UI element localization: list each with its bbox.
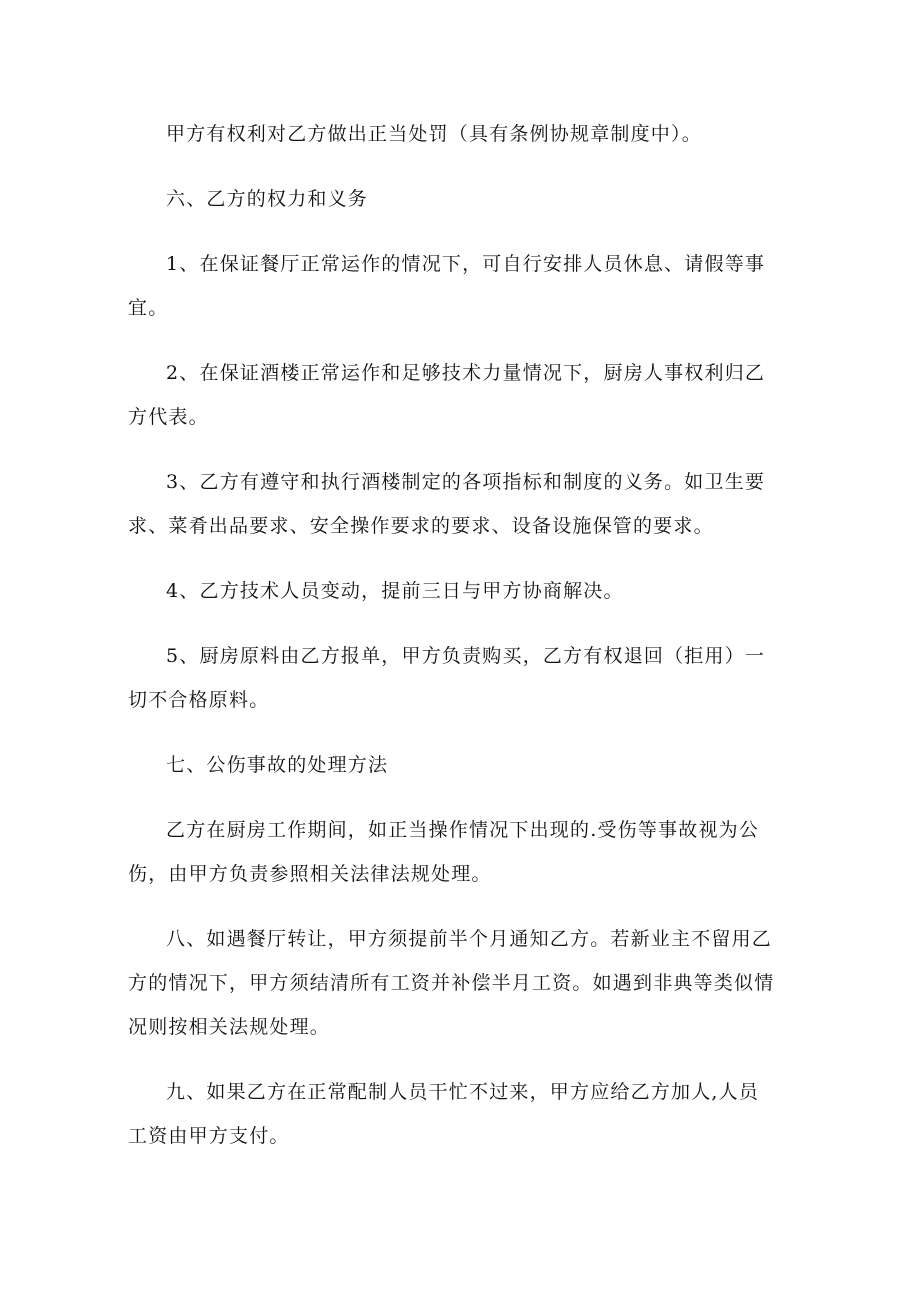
document-body <box>128 112 778 1158</box>
paragraph-item-2: 2、在保证酒楼正常运作和足够技术力量情况下，厨房人事权利归乙方代表。 <box>128 362 766 428</box>
paragraph-section-9: 九、如果乙方在正常配制人员干忙不过来，甲方应给乙方加人,人员工资由甲方支付。 <box>128 1081 760 1147</box>
paragraph-section-8: 八、如遇餐厅转让，甲方须提前半个月通知乙方。若新业主不留用乙方的情况下，甲方须结清所有工资并补偿半月工资。如遇到非典等类似情况则按相关法规处理。 <box>128 928 775 1038</box>
paragraph-item-1: 1、在保证餐厅正常运作的情况下，可自行安排人员休息、请假等事宜。 <box>128 253 766 319</box>
paragraph-item-3: 3、乙方有遵守和执行酒楼制定的各项指标和制度的义务。如卫生要求、菜肴出品要求、安全操作要求的要求、设备设施保管的要求。 <box>128 471 766 537</box>
paragraph-penalty-right: 甲方有权利对乙方做出正当处罚（具有条例协规章制度中）。 <box>166 123 702 145</box>
paragraph-item-5: 5、厨房原料由乙方报单，甲方负责购买，乙方有权退回（拒用）一切不合格原料。 <box>128 645 766 711</box>
paragraph-item-4: 4、乙方技术人员变动，提前三日与甲方协商解决。 <box>166 580 624 602</box>
heading-section-7: 七、公伤事故的处理方法 <box>166 754 389 776</box>
paragraph-injury-handling: 乙方在厨房工作期间，如正当操作情况下出现的.受伤等事故视为公伤，由甲方负责参照相关法律法规处理。 <box>128 819 760 885</box>
heading-section-6: 六、乙方的权力和义务 <box>166 188 369 210</box>
